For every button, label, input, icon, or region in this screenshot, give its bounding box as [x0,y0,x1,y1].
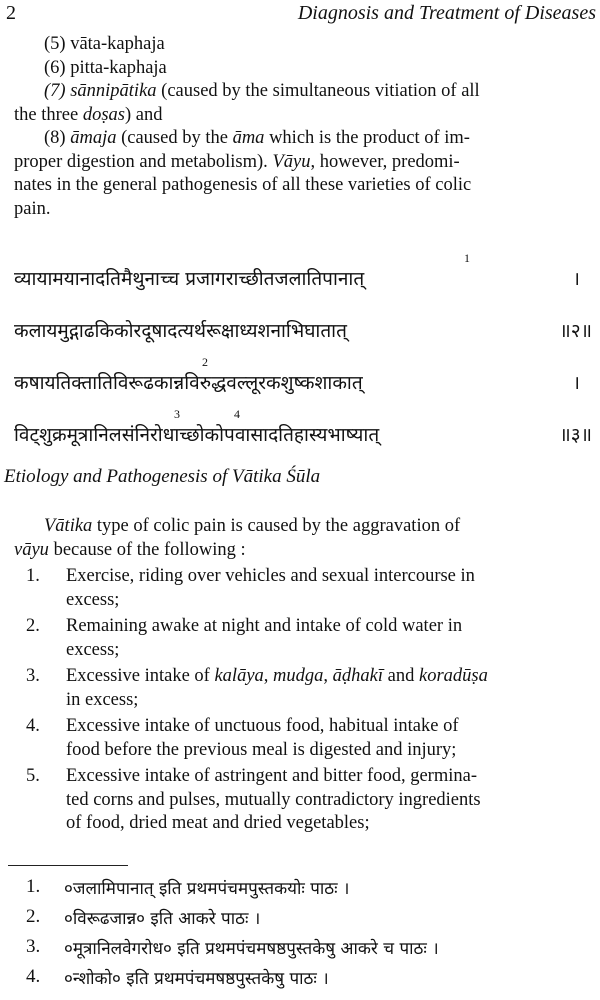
list-item [24,715,598,762]
intro-item-8-b: which is the product of im- [264,128,470,148]
intro-item-8-line2-a: proper digestion and metabolism). [14,151,273,172]
sanskrit-line-2-text: कलायमुद्गाढकिकोरदूषादत्यर्थरूक्षाध्यशनाभिघातात् [14,320,347,342]
list-item-number: 5. [26,766,40,786]
sanskrit-line-2 [14,317,592,347]
footnote-number: 2. [26,906,41,927]
sanskrit-line-3-danda: । [572,372,580,394]
list-item-line: ted corns and pulses, mutually contradictory ingredients [66,789,481,810]
intro-item-7-cont [14,104,598,128]
footnote-text: ०विरूढजान्न० इति आकरे पाठः । [64,909,261,929]
adhaki-term: āḍhakī [332,666,384,686]
cause-list [24,565,598,839]
list-item-line: of food, dried meat and dried vegetables; [66,813,370,833]
kalaya-term: kalāya [214,666,264,686]
intro-item-7-term: (7) sānnipātika [44,81,157,101]
list-item [24,615,598,662]
sanskrit-line-2-verse-number: ॥२॥ [559,320,592,342]
sanskrit-line-3 [14,355,592,399]
sanskrit-line-1-text: व्यायामयानादतिमैथुनाच्च प्रजागराच्छीतजलातिपानात् [14,268,365,290]
list-item [24,665,598,712]
intro-item-6-text: (6) pitta-kaphaja [44,57,167,78]
intro-item-8-a: (caused by the [116,128,233,148]
section-heading: Etiology and Pathogenesis of Vātika Śūla [4,466,321,487]
list-item-line: excess; [66,639,120,660]
list-item-line: Exercise, riding over vehicles and sexual intercourse in [66,566,475,586]
footnote-number: 4. [26,966,41,987]
vatika-line-1 [14,515,598,539]
intro-item-8-num: (8) [44,128,71,148]
intro-item-7-cont-a: the three [14,104,83,125]
intro-item-8-line4 [14,198,598,222]
list-item-sep: and [383,666,419,686]
vayu-term: vāyu [14,539,49,560]
footnote-text: ०न्शोको० इति प्रथमपंचमषष्ठपुस्तकेषु पाठः । [64,969,329,989]
intro-item-8-line4-text: pain. [14,198,51,219]
intro-item-7 [14,80,598,104]
page-number: 2 [6,2,16,24]
vatika-line-2 [14,539,598,563]
intro-item-8-line2-b: , however, predomi- [310,151,460,172]
koradusa-term: koradūṣa [418,666,488,686]
sanskrit-line-4-text: विट्शुक्रमूत्रानिलसंनिरोधाच्छोकोपवासादतिहास्यभाष्यात् [14,424,380,446]
list-item-line [66,665,598,689]
footnote-4 [26,966,596,996]
intro-item-5 [14,33,598,57]
intro-list [14,33,598,221]
footnote-text: ०जलामिपानात् इति प्रथमपंचमपुस्तकयोः पाठः । [64,879,350,899]
intro-item-7-doshas: doṣas [82,104,125,125]
footnote-2 [26,906,596,936]
sanskrit-line-1-footnote-ref: 1 [464,251,470,265]
sanskrit-line-1-danda: । [572,268,580,290]
sanskrit-line-1 [14,251,592,295]
list-item-line: in excess; [66,689,139,710]
intro-item-8-term: āmaja [70,128,117,148]
intro-item-5-text: (5) vāta-kaphaja [44,34,165,54]
list-item-line: Excessive intake of astringent and bitter food, germina- [66,766,477,786]
footnote-1 [26,876,596,906]
vatika-line-2-text: because of the following : [48,539,246,560]
page-header [4,2,596,28]
sanskrit-line-4-footnote-ref-3: 3 [174,407,180,421]
sanskrit-line-4-footnote-ref-4: 4 [234,407,240,421]
list-item-number: 3. [26,666,40,686]
list-item-line: Remaining awake at night and intake of cold water in [66,616,463,636]
vatika-line-1-text: type of colic pain is caused by the aggravation of [92,516,461,536]
list-item-line: excess; [66,589,120,610]
vatika-paragraph [14,515,598,562]
list-item [24,565,598,612]
sanskrit-line-4 [14,407,592,451]
list-item-sep: , [263,666,274,686]
intro-item-7-cont-b: ) and [124,104,163,125]
list-item-number: 4. [26,716,40,736]
list-item-line: food before the previous meal is digested and injury; [66,739,457,760]
intro-item-8-line3-text: nates in the general pathogenesis of all these varieties of colic [14,175,472,195]
sanskrit-line-4-verse-number: ॥३॥ [559,424,592,446]
running-head: Diagnosis and Treatment of Diseases [297,2,596,24]
list-item [24,765,598,836]
intro-item-8-line2 [14,151,598,175]
list-item-number: 2. [26,616,40,636]
footnote-number: 1. [26,876,41,897]
footnotes [26,876,596,996]
intro-item-8-ama: āma [232,128,265,148]
footnote-text: ०मूत्रानिलवेगरोध० इति प्रथमपंचमषष्ठपुस्तकेषु आकरे च पाठः । [64,939,439,959]
list-item-line: Excessive intake of unctuous food, habitual intake of [66,716,459,736]
intro-item-8 [14,127,598,151]
list-item-number: 1. [26,566,40,586]
list-item-text: Excessive intake of [66,666,215,686]
list-item-sep: , [323,666,333,686]
sanskrit-line-3-text: कषायतिक्तातिविरूढकान्नविरुद्धवल्लूरकशुष्कशाकात् [14,372,363,394]
sanskrit-line-3-footnote-ref: 2 [202,355,208,369]
vatika-term: Vātika [44,516,93,536]
footnote-rule [8,865,128,866]
footnote-3 [26,936,596,966]
intro-item-7-desc: (caused by the simultaneous vitiation of all [156,81,480,101]
intro-item-8-vayu: Vāyu [272,151,311,172]
mudga-term: mudga [273,666,324,686]
footnote-number: 3. [26,936,41,957]
intro-item-8-line3 [14,174,598,198]
intro-item-6 [14,57,598,81]
